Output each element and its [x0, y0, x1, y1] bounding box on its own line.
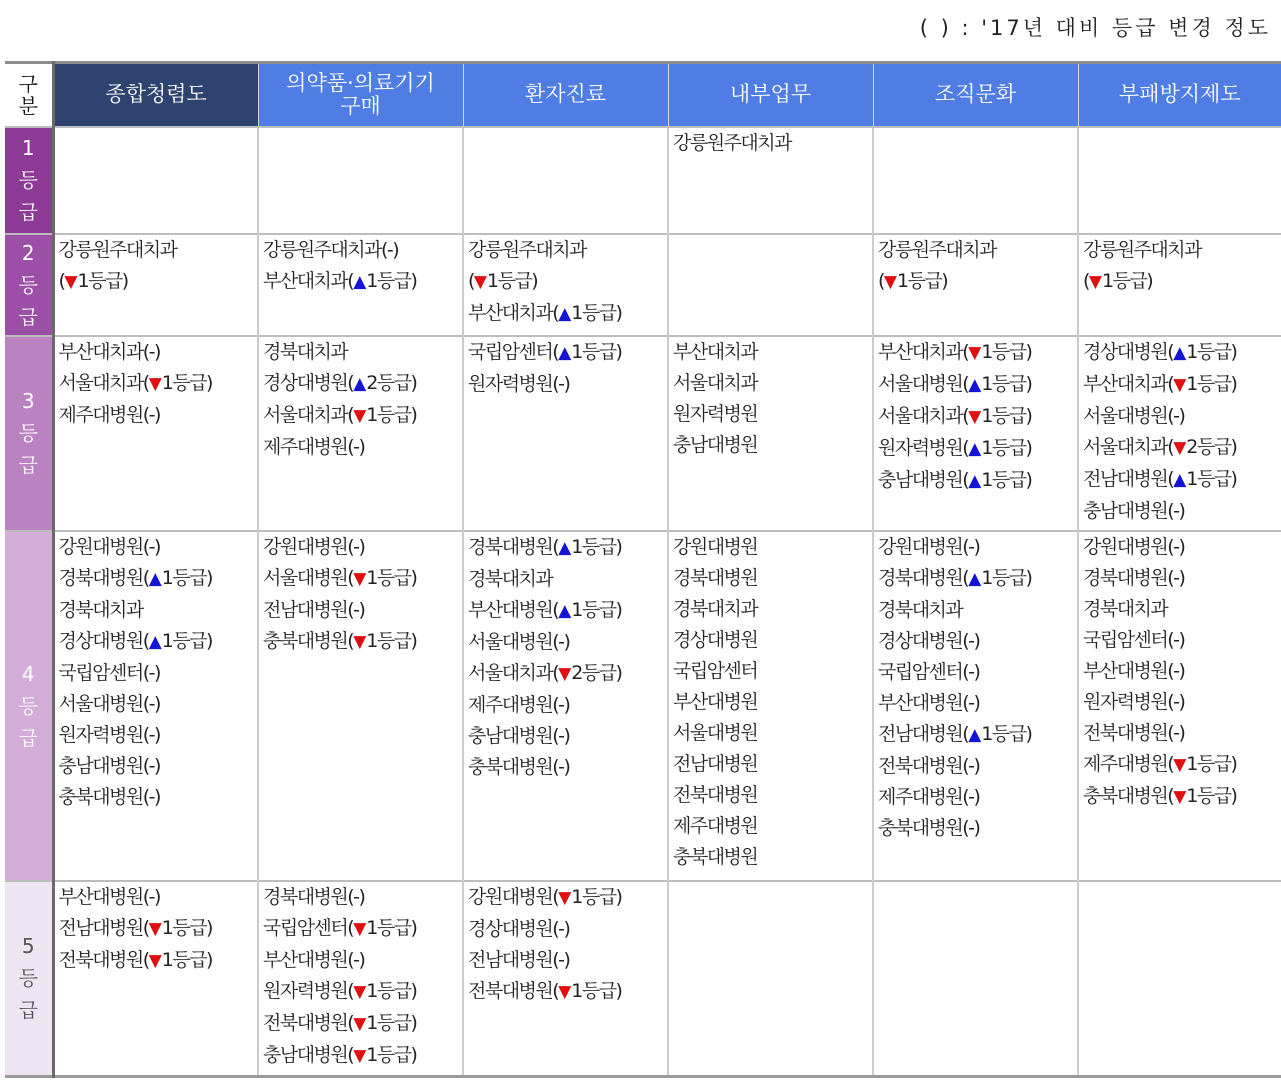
grade-cell-patient-care: [463, 336, 668, 531]
down-triangle-icon: ▼: [473, 271, 487, 292]
column-header-org-culture: 조직문화: [873, 63, 1078, 127]
institution-entry: 서울대치과(▼1등급): [263, 403, 417, 426]
institution-entry: 경북대병원(▲1등급): [878, 566, 1032, 589]
grade-cell-org-culture: [873, 881, 1078, 1077]
institution-entry: 충북대병원(-): [58, 785, 160, 808]
institution-entry: 경상대병원(-): [878, 629, 980, 652]
institution-entry: 제주대병원(▼1등급): [1083, 752, 1237, 775]
institution-entry: 전남대병원(-): [263, 598, 365, 621]
grade-label-char: 급: [18, 725, 38, 750]
up-triangle-icon: ▲: [1173, 342, 1187, 363]
institution-entry: 충북대병원(▼1등급): [263, 629, 417, 652]
institution-entry: 서울대치과: [673, 371, 758, 394]
up-triangle-icon: ▲: [968, 724, 982, 745]
down-triangle-icon: ▼: [353, 1013, 367, 1034]
institution-entry: 원자력병원(-): [1083, 690, 1185, 713]
institution-entry: 부산대치과(▲1등급): [468, 301, 622, 324]
grade-label-char: 급: [18, 304, 38, 329]
institution-entry: 원자력병원(▼1등급): [263, 979, 417, 1002]
down-triangle-icon: ▼: [1173, 786, 1187, 807]
institution-entry: 충남대병원(-): [1083, 499, 1185, 522]
grade-cell-anti-corruption: [1078, 531, 1281, 881]
institution-entry: 강릉원주대치과: [673, 131, 791, 154]
institution-entry: 전북대병원(▼1등급): [468, 979, 622, 1002]
down-triangle-icon: ▼: [1173, 754, 1187, 775]
grade-cell-internal-work: [668, 336, 873, 531]
institution-entry: 강릉원주대치과: [878, 238, 996, 261]
grade-cell-internal-work: [668, 881, 873, 1077]
grade-cell-internal-work: [668, 531, 873, 881]
up-triangle-icon: ▲: [148, 631, 162, 652]
institution-entry: 경북대병원(▲1등급): [58, 566, 212, 589]
institution-entry: (▼1등급): [468, 269, 538, 292]
grade-label-char: 등: [18, 272, 38, 297]
institution-entry: 충남대병원: [673, 433, 758, 456]
institution-entry: 제주대병원(-): [468, 693, 570, 716]
grade-cell-internal-work: [668, 127, 873, 234]
institution-entry: 경북대치과: [263, 340, 348, 363]
institution-entry: 서울대병원(▲1등급): [878, 372, 1032, 395]
grade-row: [5, 127, 1281, 234]
institution-entry: 부산대치과(▼1등급): [1083, 372, 1237, 395]
institution-entry: 전북대병원: [673, 783, 758, 806]
header-row: [5, 63, 1281, 127]
down-triangle-icon: ▼: [148, 373, 162, 394]
institution-entry: 서울대병원(-): [468, 630, 570, 653]
up-triangle-icon: ▲: [353, 271, 367, 292]
grade-label: [5, 336, 53, 531]
grade-cell-total: [53, 234, 258, 336]
grade-label: [5, 881, 53, 1077]
up-triangle-icon: ▲: [558, 342, 572, 363]
down-triangle-icon: ▼: [883, 271, 897, 292]
institution-entry: 서울대치과(▼2등급): [468, 661, 622, 684]
down-triangle-icon: ▼: [353, 405, 367, 426]
institution-entry: 전남대병원(▼1등급): [58, 916, 212, 939]
institution-entry: 부산대병원(▲1등급): [468, 598, 622, 621]
up-triangle-icon: ▲: [1173, 469, 1187, 490]
down-triangle-icon: ▼: [558, 663, 572, 684]
grade-cell-anti-corruption: [1078, 127, 1281, 234]
institution-entry: 부산대병원(-): [878, 691, 980, 714]
down-triangle-icon: ▼: [1173, 374, 1187, 395]
institution-entry: 원자력병원(-): [58, 723, 160, 746]
institution-entry: (▼1등급): [878, 269, 948, 292]
institution-entry: 서울대병원(▼1등급): [263, 566, 417, 589]
institution-entry: 서울대병원(-): [1083, 404, 1185, 427]
down-triangle-icon: ▼: [64, 271, 78, 292]
institution-entry: 원자력병원(-): [468, 372, 570, 395]
institution-entry: 경상대병원(▲1등급): [58, 629, 212, 652]
column-header-purchase: [258, 63, 463, 127]
down-triangle-icon: ▼: [353, 568, 367, 589]
institution-entry: 전남대병원(-): [468, 948, 570, 971]
institution-entry: 강릉원주대치과: [58, 238, 177, 261]
down-triangle-icon: ▼: [353, 918, 367, 939]
down-triangle-icon: ▼: [353, 631, 367, 652]
institution-entry: 경북대치과: [1083, 597, 1168, 620]
grade-cell-internal-work: [668, 234, 873, 336]
institution-entry: 부산대병원(-): [263, 948, 365, 971]
up-triangle-icon: ▲: [558, 600, 572, 621]
grade-cell-total: [53, 127, 258, 234]
institution-entry: 전북대병원(▼1등급): [58, 948, 212, 971]
grade-row: [5, 336, 1281, 531]
grade-cell-org-culture: [873, 234, 1078, 336]
institution-entry: 서울대치과(▼1등급): [878, 404, 1032, 427]
grade-cell-total: [53, 531, 258, 881]
institution-entry: 경북대치과: [673, 597, 758, 620]
column-header-purchase-text: 의약품·의료기기 구매: [286, 70, 435, 118]
grade-cell-purchase: [258, 127, 463, 234]
up-triangle-icon: ▲: [353, 373, 367, 394]
institution-entry: 강릉원주대치과(-): [263, 238, 399, 261]
institution-entry: 충북대병원: [673, 845, 758, 868]
corner-label-text: [5, 73, 52, 117]
institution-entry: 서울대치과(▼1등급): [58, 371, 212, 394]
up-triangle-icon: ▲: [968, 568, 982, 589]
grade-cell-org-culture: [873, 336, 1078, 531]
institution-entry: 부산대치과: [673, 340, 758, 363]
grade-label-char: 3: [21, 389, 35, 413]
grade-label-char: 5: [21, 934, 35, 959]
grade-label-char: 등: [18, 168, 38, 192]
institution-entry: 부산대병원(-): [1083, 659, 1185, 682]
down-triangle-icon: ▼: [1088, 271, 1102, 292]
up-triangle-icon: ▲: [558, 537, 572, 558]
down-triangle-icon: ▼: [968, 342, 982, 363]
grade-cell-purchase: [258, 881, 463, 1077]
grade-label-char: 1: [21, 136, 35, 160]
grade-cell-anti-corruption: [1078, 881, 1281, 1077]
institution-entry: 충북대병원(-): [468, 755, 570, 778]
institution-entry: 제주대병원(-): [878, 785, 980, 808]
institution-entry: 국립암센터(-): [58, 661, 160, 684]
institution-entry: 강원대병원(-): [878, 535, 980, 558]
down-triangle-icon: ▼: [353, 1045, 367, 1066]
institution-entry: 경북대치과: [468, 567, 553, 590]
institution-entry: 국립암센터(-): [878, 660, 980, 683]
institution-entry: (▼1등급): [58, 269, 128, 292]
institution-entry: 제주대병원(-): [263, 435, 365, 458]
institution-entry: 원자력병원: [673, 402, 758, 425]
institution-entry: 경북대병원(-): [263, 885, 365, 908]
institution-entry: 충남대병원(▼1등급): [263, 1043, 417, 1066]
institution-entry: 강원대병원(-): [1083, 535, 1185, 558]
grade-cell-patient-care: [463, 531, 668, 881]
up-triangle-icon: ▲: [148, 568, 162, 589]
grade-label-char: 급: [18, 998, 38, 1023]
up-triangle-icon: ▲: [558, 303, 572, 324]
grade-cell-total: [53, 881, 258, 1077]
grade-cell-anti-corruption: [1078, 234, 1281, 336]
institution-entry: 전북대병원(-): [878, 754, 980, 777]
institution-entry: 경북대병원(-): [1083, 566, 1185, 589]
corner-label: [5, 63, 53, 127]
grade-cell-org-culture: [873, 127, 1078, 234]
institution-entry: 강원대병원(-): [263, 535, 365, 558]
institution-entry: 충남대병원(-): [468, 724, 570, 747]
institution-entry: 국립암센터(-): [1083, 628, 1185, 651]
grade-label-char: 등: [18, 693, 38, 718]
corner-label-char: 구: [18, 71, 38, 96]
column-header-patient-care: 환자진료: [463, 63, 668, 127]
institution-entry: 전남대병원(▲1등급): [1083, 467, 1237, 490]
institution-entry: (▼1등급): [1083, 269, 1153, 292]
grade-cell-patient-care: [463, 881, 668, 1077]
grade-change-note: ( ) : '17년 대비 등급 변경 정도: [919, 16, 1271, 40]
institution-entry: 서울대치과(▼2등급): [1083, 435, 1237, 458]
grade-label-char: 급: [18, 200, 38, 224]
institution-entry: 전남대병원(▲1등급): [878, 722, 1032, 745]
institution-entry: 국립암센터(▼1등급): [263, 916, 417, 939]
institution-entry: 제주대병원(-): [58, 403, 160, 426]
institution-entry: 경북대병원(▲1등급): [468, 535, 622, 558]
up-triangle-icon: ▲: [968, 438, 982, 459]
grade-row: [5, 881, 1281, 1077]
institution-entry: 충북대병원(-): [878, 816, 980, 839]
institution-entry: 충남대병원(▲1등급): [878, 468, 1032, 491]
institution-entry: 원자력병원(▲1등급): [878, 436, 1032, 459]
grade-cell-org-culture: [873, 531, 1078, 881]
institution-entry: 경상대병원(-): [468, 917, 570, 940]
column-header-total: 종합청렴도: [53, 63, 258, 127]
institution-entry: 강원대병원(▼1등급): [468, 885, 622, 908]
institution-entry: 강원대병원(-): [58, 535, 160, 558]
institution-entry: 부산대치과(-): [58, 340, 160, 363]
up-triangle-icon: ▲: [968, 470, 982, 491]
institution-entry: 부산대치과(▼1등급): [878, 340, 1032, 363]
grade-label-char: 2: [21, 240, 35, 265]
grade-cell-total: [53, 336, 258, 531]
institution-entry: 전북대병원(-): [1083, 721, 1185, 744]
grade-cell-purchase: [258, 336, 463, 531]
grade-row: [5, 234, 1281, 336]
institution-entry: 강릉원주대치과: [468, 238, 586, 261]
institution-entry: 충북대병원(▼1등급): [1083, 784, 1237, 807]
institution-entry: 서울대병원: [673, 721, 758, 744]
institution-entry: 강원대병원: [673, 535, 758, 558]
grade-cell-purchase: [258, 234, 463, 336]
grade-label-char: 등: [18, 421, 38, 445]
grade-cell-anti-corruption: [1078, 336, 1281, 531]
grade-label-char: 급: [18, 453, 38, 477]
institution-entry: 제주대병원: [673, 814, 758, 837]
institution-entry: 국립암센터: [673, 659, 758, 682]
grade-label-char: 등: [18, 966, 38, 991]
down-triangle-icon: ▼: [353, 981, 367, 1002]
down-triangle-icon: ▼: [148, 950, 162, 971]
down-triangle-icon: ▼: [968, 406, 982, 427]
down-triangle-icon: ▼: [558, 887, 572, 908]
institution-entry: 국립암센터(▲1등급): [468, 340, 622, 363]
institution-entry: 서울대병원(-): [58, 692, 160, 715]
grade-label: [5, 531, 53, 881]
column-header-internal-work: 내부업무: [668, 63, 873, 127]
institution-entry: 부산대병원(-): [58, 885, 160, 908]
down-triangle-icon: ▼: [558, 981, 572, 1002]
column-header-anti-corruption: 부패방지제도: [1078, 63, 1281, 127]
institution-entry: 경북대치과: [58, 598, 143, 621]
down-triangle-icon: ▼: [1173, 437, 1187, 458]
institution-entry: 경상대병원(▲2등급): [263, 371, 417, 394]
institution-entry: 충남대병원(-): [58, 754, 160, 777]
institution-entry: 전북대병원(▼1등급): [263, 1011, 417, 1034]
grade-label: [5, 234, 53, 336]
institution-entry: 강릉원주대치과: [1083, 238, 1201, 261]
grade-label: [5, 127, 53, 234]
grade-label-char: 4: [21, 661, 35, 686]
corner-label-char: 분: [18, 93, 38, 118]
grade-cell-patient-care: [463, 127, 668, 234]
institution-entry: 경상대병원: [673, 628, 758, 651]
grade-cell-purchase: [258, 531, 463, 881]
integrity-grade-table: [5, 61, 1281, 1078]
institution-entry: 경상대병원(▲1등급): [1083, 340, 1237, 363]
institution-entry: 부산대치과(▲1등급): [263, 269, 417, 292]
grade-row: [5, 531, 1281, 881]
institution-entry: 경북대치과: [878, 598, 963, 621]
institution-entry: 전남대병원: [673, 752, 758, 775]
up-triangle-icon: ▲: [968, 374, 982, 395]
institution-entry: 경북대병원: [673, 566, 758, 589]
grade-cell-patient-care: [463, 234, 668, 336]
down-triangle-icon: ▼: [148, 918, 162, 939]
institution-entry: 부산대병원: [673, 690, 758, 713]
